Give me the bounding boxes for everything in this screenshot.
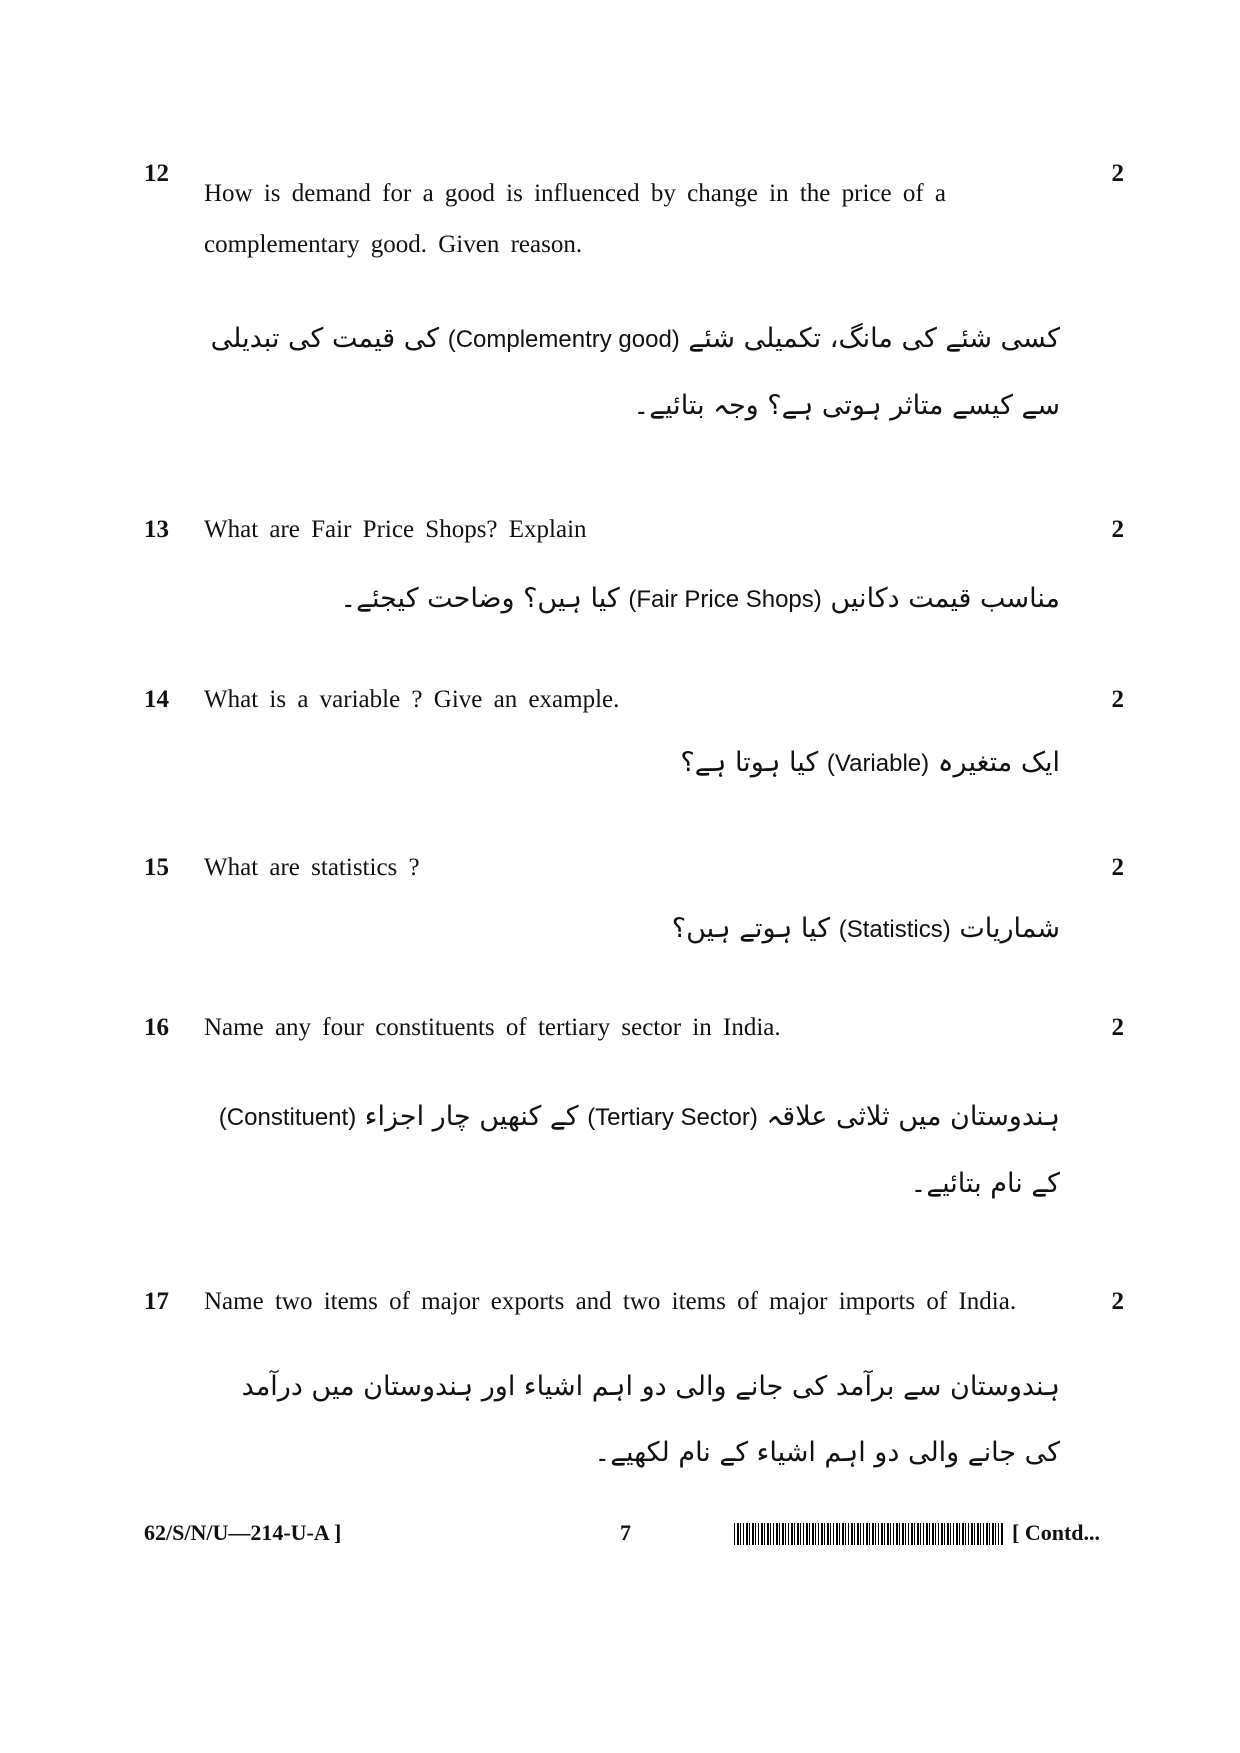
question-12-urdu-term: (Complementry good) bbox=[447, 326, 680, 353]
question-16-marks: 2 bbox=[1111, 1014, 1124, 1041]
question-13-urdu-pre: مناسب قیمت دکانیں bbox=[830, 583, 1060, 614]
question-12-urdu-post: کی قیمت کی تبدیلی سے کیسے متاثر ہوتی ہے؟ وجہ بتائیے۔ bbox=[210, 323, 1060, 421]
question-16-urdu-term2: (Constituent) bbox=[218, 1104, 357, 1131]
question-15-urdu-term: (Statistics) bbox=[838, 916, 951, 943]
question-14-number: 14 bbox=[144, 686, 169, 713]
question-12-text: How is demand for a good is influenced by change in the price of a complementary good. Given reason. bbox=[204, 180, 947, 258]
question-13-marks: 2 bbox=[1111, 516, 1124, 543]
question-15-marks: 2 bbox=[1111, 854, 1124, 881]
question-17-number: 17 bbox=[144, 1288, 169, 1315]
footer-barcode bbox=[734, 1523, 1004, 1545]
question-12-urdu-pre: کسی شئے کی مانگ، تکمیلی شئے bbox=[688, 323, 1060, 354]
question-12-marks: 2 bbox=[1111, 160, 1124, 187]
question-17-text: Name two items of major exports and two items of major imports of India. bbox=[204, 1288, 1017, 1315]
question-14-urdu-post: کیا ہوتا ہے؟ bbox=[680, 747, 819, 778]
question-15-urdu-post: کیا ہوتے ہیں؟ bbox=[671, 913, 831, 944]
question-13-number: 13 bbox=[144, 516, 169, 543]
question-13-urdu bbox=[204, 566, 1060, 633]
question-14-urdu-term: (Variable) bbox=[826, 750, 930, 777]
question-16-text: Name any four constituents of tertiary sector in India. bbox=[204, 1014, 781, 1041]
question-12-number: 12 bbox=[144, 160, 169, 187]
question-16-urdu-post: کے نام بتائیے۔ bbox=[910, 1168, 1060, 1199]
question-15-urdu bbox=[204, 896, 1060, 963]
question-14-urdu-pre: ایک متغیرہ bbox=[937, 747, 1060, 778]
question-14-urdu bbox=[204, 730, 1060, 797]
question-16-urdu-pre: ہندوستان میں ثلاثی علاقہ bbox=[766, 1101, 1060, 1132]
footer-continued: [ Contd... bbox=[1012, 1520, 1101, 1545]
question-17-marks: 2 bbox=[1111, 1288, 1124, 1315]
footer-page-number: 7 bbox=[620, 1520, 631, 1545]
question-15-number: 15 bbox=[144, 854, 169, 881]
question-16-urdu-mid: کے کنھیں چار اجزاء bbox=[364, 1101, 579, 1132]
footer-code: 62/S/N/U—214-U-A ] bbox=[144, 1520, 342, 1545]
question-16-urdu-term: (Tertiary Sector) bbox=[587, 1104, 758, 1131]
question-13-urdu-term: (Fair Price Shops) bbox=[628, 586, 822, 613]
question-13-text: What are Fair Price Shops? Explain bbox=[204, 516, 587, 543]
question-15-text: What are statistics ? bbox=[204, 854, 420, 881]
question-14-marks: 2 bbox=[1111, 686, 1124, 713]
question-12-urdu bbox=[204, 306, 1060, 439]
question-15-urdu-pre: شماریات bbox=[959, 913, 1060, 944]
question-14-text: What is a variable ? Give an example. bbox=[204, 686, 620, 713]
question-13-urdu-post: کیا ہیں؟ وضاحت کیجئے۔ bbox=[340, 583, 620, 614]
question-17-urdu: ہندوستان سے برآمد کی جانے والی دو اہم اشیاء اور ہندوستان میں درآمد کی جانے والی دو اہم اشیاء کے نام لکھیے۔ bbox=[241, 1371, 1060, 1468]
question-16-urdu bbox=[204, 1084, 1060, 1217]
question-16-number: 16 bbox=[144, 1014, 169, 1041]
